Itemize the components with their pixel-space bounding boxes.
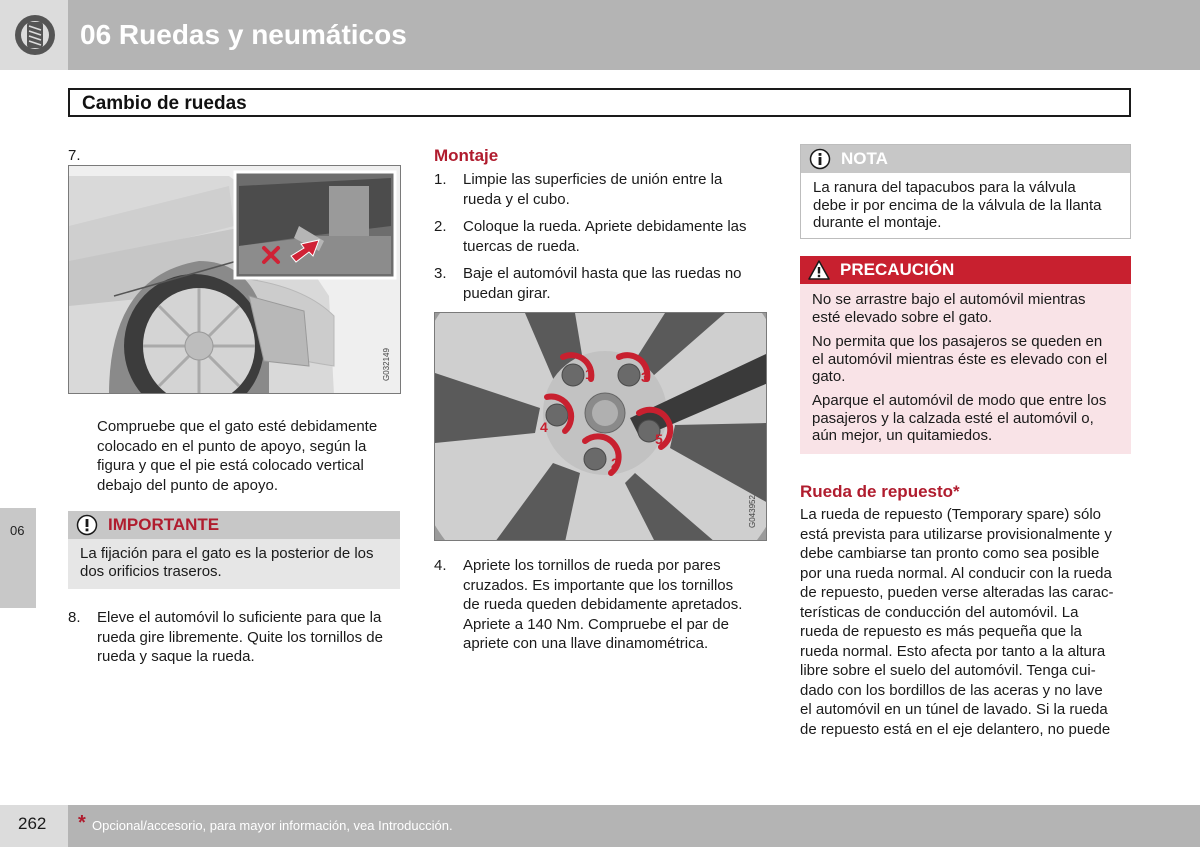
- step-4-line-2: cruzados. Es importante que los tornillos: [463, 576, 734, 594]
- important-line-1: La fijación para el gato es la posterior de los: [80, 545, 374, 562]
- step-7-line-3: figura y que el pie está colocado vertical: [97, 457, 364, 474]
- car-rear-illustration: [69, 166, 401, 394]
- step-7-number: 7.: [68, 147, 81, 164]
- step-2-line-2: tuercas de rueda.: [463, 237, 580, 255]
- spare-line-3: debe cambiarse tan pronto como sea posible: [800, 545, 1100, 562]
- step-8-line-1: Eleve el automóvil lo suficiente para que la: [97, 609, 382, 626]
- nota-line-3: durante el montaje.: [813, 214, 942, 231]
- step-7-line-1: Compruebe que el gato esté debidamente: [97, 418, 378, 435]
- step-8-number: 8.: [68, 609, 81, 626]
- nota-title: NOTA: [841, 149, 888, 168]
- spare-line-8: rueda normal. Esto afecta por tanto a la altura: [800, 642, 1106, 660]
- spare-line-12: de repuesto está en el eje delantero, no puede: [800, 720, 1111, 738]
- spare-line-4: por una rueda normal. Al conducir con la rueda: [800, 564, 1112, 582]
- step-3-line-1: Baje el automóvil hasta que las ruedas no: [463, 265, 742, 282]
- precaucion-box-header: [800, 256, 1131, 284]
- warning-triangle-icon: [808, 259, 830, 281]
- chapter-side-tab: [0, 508, 36, 608]
- important-box: [68, 511, 400, 589]
- step-4-line-5: apriete con una llave dinamométrica.: [463, 635, 709, 652]
- step-4-line-4: Apriete a 140 Nm. Compruebe el par de: [463, 615, 729, 633]
- step-8-line-2: rueda gire libremente. Quite los tornillos de: [97, 628, 383, 646]
- step-7-line-4: debajo del punto de apoyo.: [97, 476, 278, 494]
- nota-line-1: La ranura del tapacubos para la válvula: [813, 179, 1076, 196]
- spare-line-1: La rueda de repuesto (Temporary spare) sólo: [800, 506, 1101, 523]
- important-title: IMPORTANTE: [108, 515, 220, 534]
- important-line-2: dos orificios traseros.: [80, 563, 222, 580]
- precaucion-p1-line-2: esté elevado sobre el gato.: [812, 308, 993, 326]
- precaucion-p2-line-1: No permita que los pasajeros se queden en: [812, 333, 1103, 350]
- precaucion-p3-line-1: Aparque el automóvil de modo que entre los: [812, 392, 1107, 409]
- precaucion-title: PRECAUCIÓN: [840, 260, 955, 279]
- chapter-title: 06 Ruedas y neumáticos: [80, 19, 407, 50]
- step-3-line-2: puedan girar.: [463, 284, 551, 302]
- step-4-line-3: de rueda queden debidamente apretados.: [463, 596, 743, 613]
- step-3-number: 3.: [434, 265, 447, 282]
- step-4-line-1: Apriete los tornillos de rueda por pares: [463, 557, 721, 574]
- nota-box: [800, 144, 1131, 239]
- bolt-label-2: 2: [611, 455, 619, 471]
- section-title: Cambio de ruedas: [82, 93, 247, 114]
- precaucion-box: [800, 256, 1131, 454]
- precaucion-p2-line-2: el automóvil mientras éste es elevado con el: [812, 350, 1108, 368]
- montaje-heading: Montaje: [434, 146, 499, 165]
- wheel-bolt-illustration: [435, 313, 767, 541]
- footnote-text: Opcional/accesorio, para mayor información, vea Introducción.: [92, 818, 453, 833]
- spare-line-2: está prevista para utilizarse provisionalmente y: [800, 525, 1112, 543]
- spare-wheel-heading: Rueda de repuesto*: [800, 482, 960, 501]
- precaucion-p2-line-3: gato.: [812, 368, 846, 385]
- step-7-line-2: colocado en el punto de apoyo, según la: [97, 437, 367, 455]
- nota-box-header: [801, 145, 1130, 173]
- figure-2-code: G043952: [748, 495, 757, 528]
- spare-line-10: dado con los bordillos de las aceras y no lave: [800, 681, 1103, 699]
- bolt-label-5: 5: [655, 431, 663, 447]
- step-2-line-1: Coloque la rueda. Apriete debidamente las: [463, 218, 747, 235]
- precaucion-p1-line-1: No se arrastre bajo el automóvil mientras: [812, 291, 1086, 308]
- header-left-block: [0, 0, 68, 70]
- important-box-header: [68, 511, 400, 539]
- precaucion-p3-line-3: aún mejor, un quitamiedos.: [812, 427, 993, 444]
- spare-line-9: libre sobre el suelo del automóvil. Tenga cui-: [800, 662, 1096, 679]
- step-1-line-2: rueda y el cubo.: [463, 190, 570, 208]
- step-4-number: 4.: [434, 557, 447, 574]
- step-1-number: 1.: [434, 171, 447, 188]
- spare-line-11: el automóvil en un túnel de lavado. Si la rueda: [800, 701, 1108, 718]
- spare-line-6: terísticas de conducción del automóvil. La: [800, 603, 1079, 621]
- figure-1-code: G032149: [382, 348, 391, 381]
- tire-icon: [13, 13, 57, 57]
- bolt-label-4: 4: [540, 419, 548, 435]
- section-header: [68, 88, 1131, 117]
- chapter-side-tab-label: 06: [10, 523, 25, 538]
- step-2-number: 2.: [434, 218, 447, 235]
- footnote-star: *: [78, 812, 86, 834]
- exclamation-icon: [76, 514, 98, 536]
- bolt-label-1: 1: [585, 366, 593, 382]
- spare-line-5: de repuesto, pueden verse alteradas las carac-: [800, 584, 1114, 601]
- spare-line-7: rueda de repuesto es más pequeña que la: [800, 623, 1082, 640]
- bolt-tightening-figure: [434, 312, 767, 541]
- nota-line-2: debe ir por encima de la válvula de la llanta: [813, 196, 1102, 214]
- precaucion-p3-line-2: pasajeros y la calzada esté el automóvil o,: [812, 409, 1094, 427]
- page-number: 262: [18, 814, 47, 833]
- bolt-label-3: 3: [641, 369, 649, 385]
- step-8-line-3: rueda y saque la rueda.: [97, 648, 255, 665]
- jack-position-figure: [68, 165, 401, 394]
- step-1-line-1: Limpie las superficies de unión entre la: [463, 171, 723, 188]
- info-icon: [809, 148, 831, 170]
